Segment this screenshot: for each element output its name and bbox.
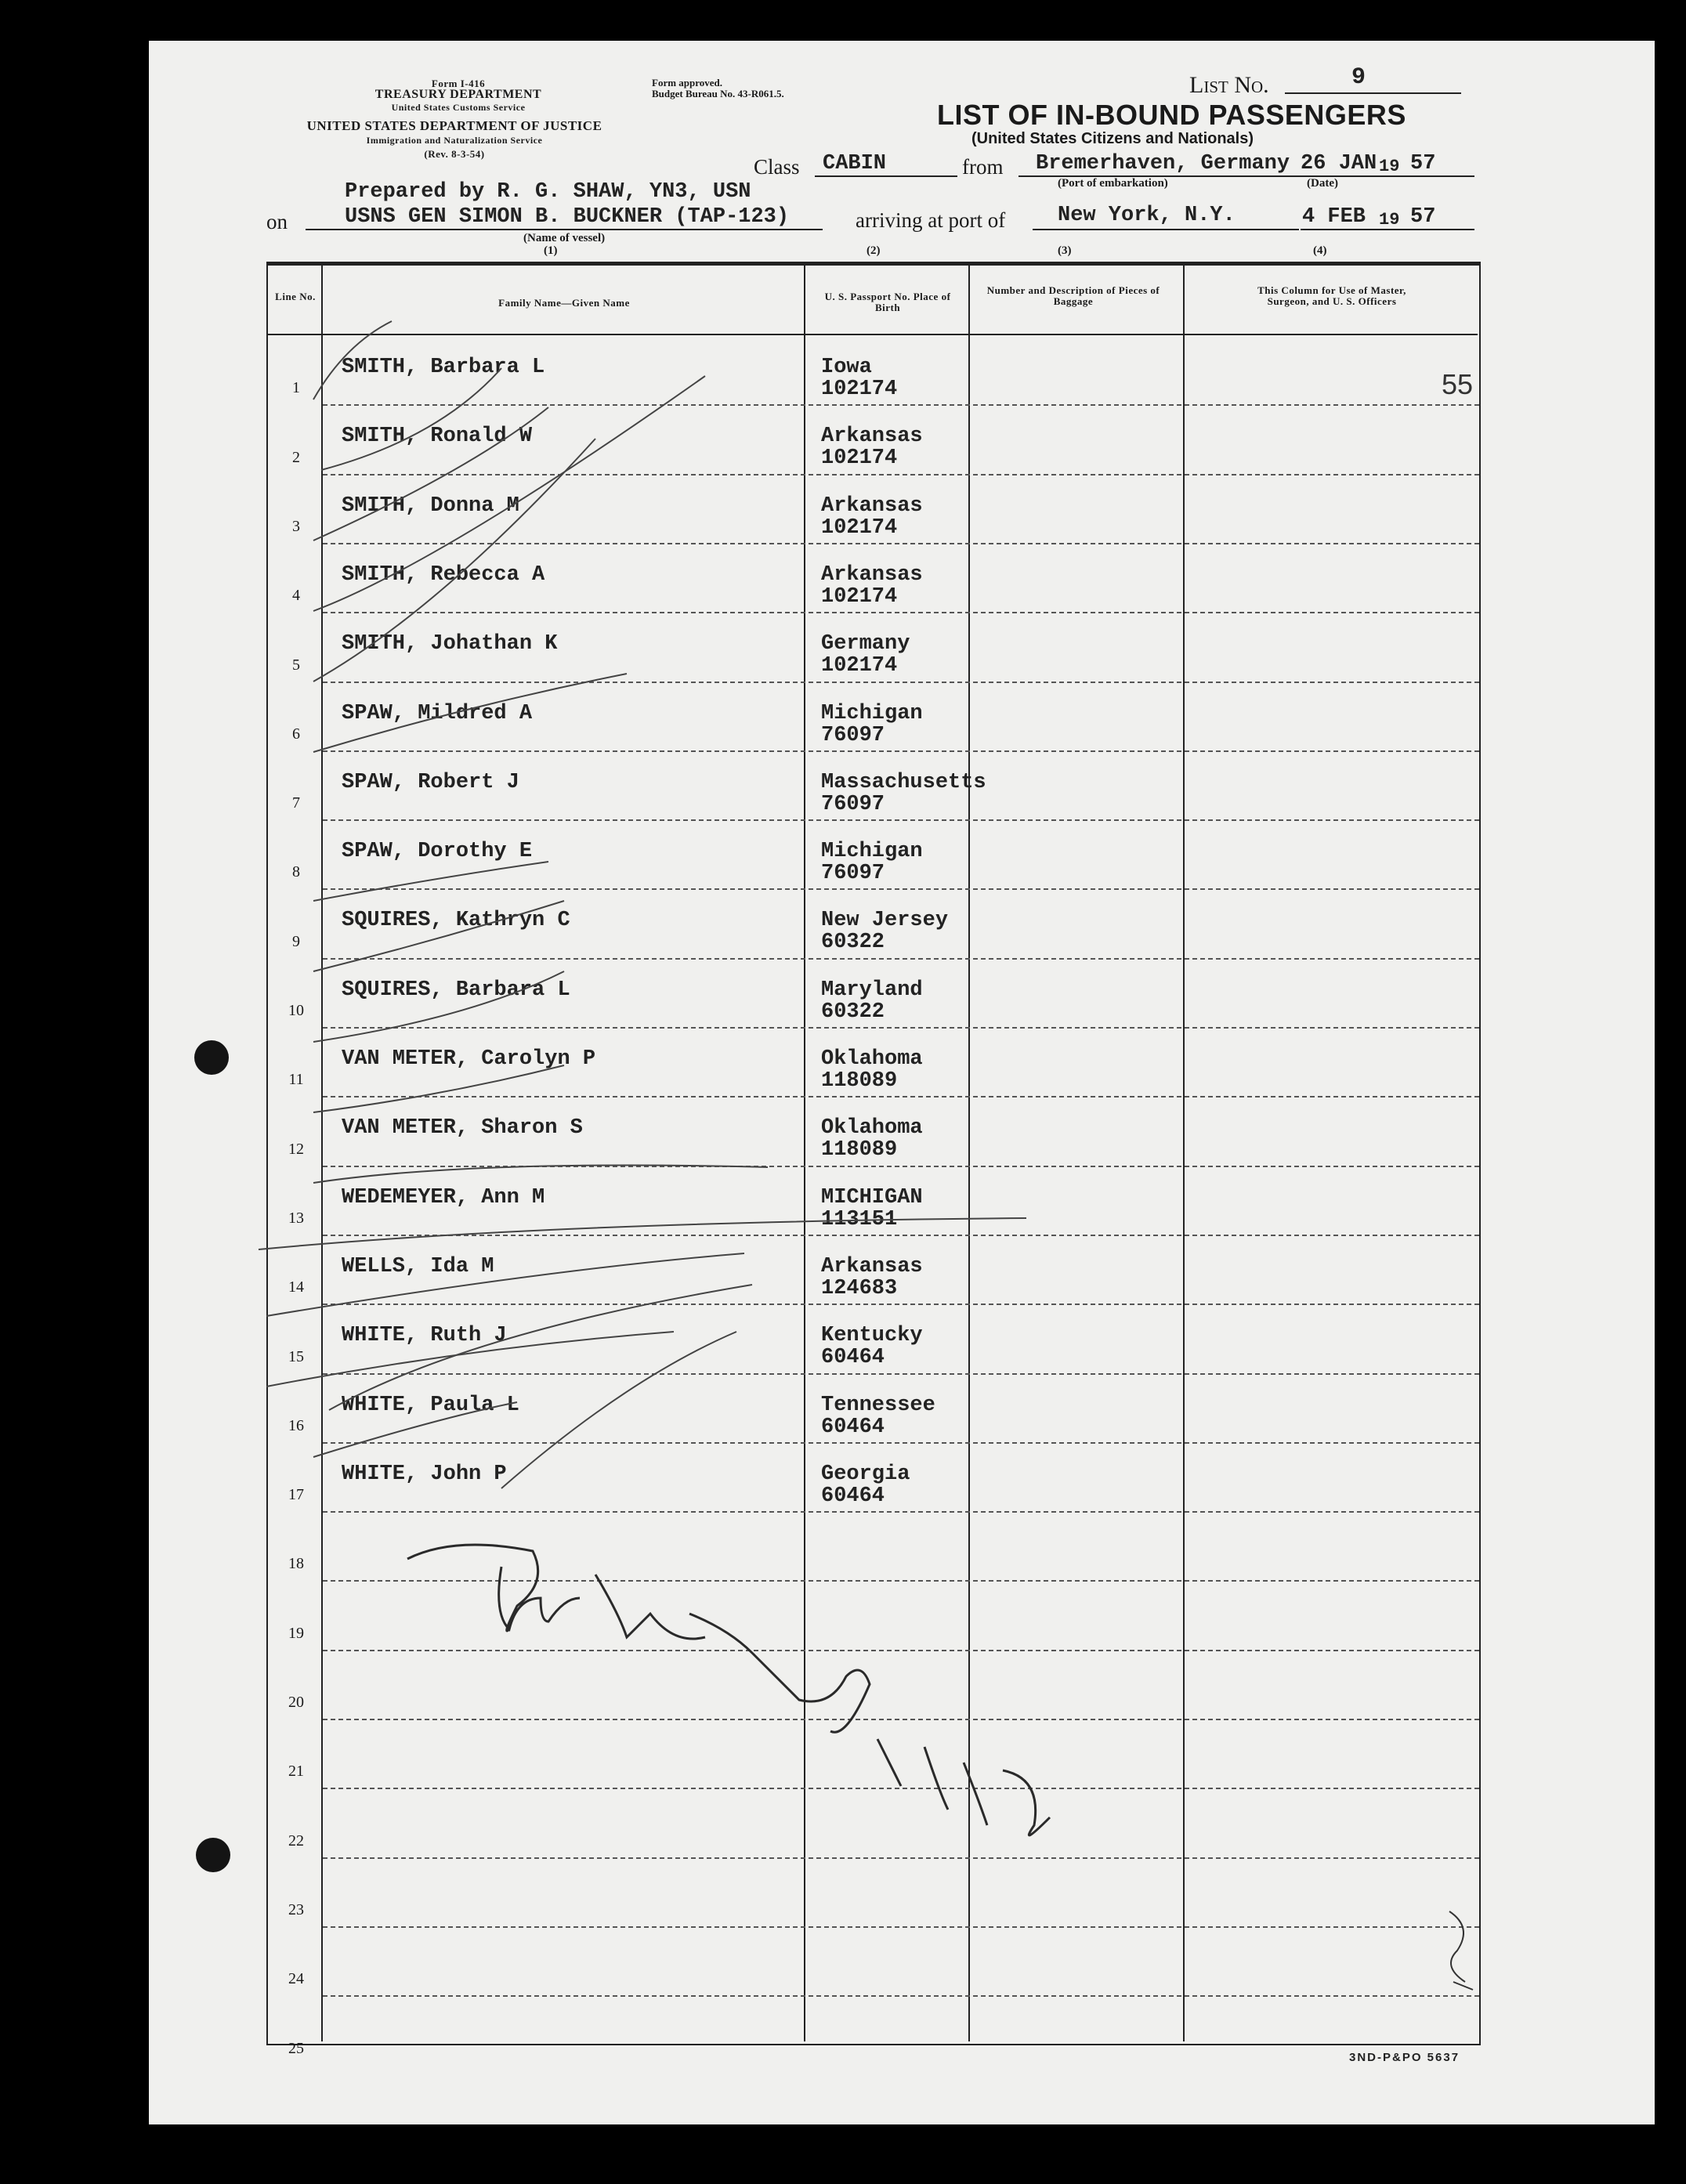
passport-number: 102174 — [821, 654, 898, 678]
form-title: LIST OF IN-BOUND PASSENGERS — [937, 99, 1406, 131]
passport-number: 102174 — [821, 515, 898, 540]
row-line-number: 8 — [292, 863, 300, 881]
birth-place: Tennessee — [821, 1393, 935, 1417]
form-number: Form I-416 — [431, 78, 486, 89]
embarkation-year: 57 — [1410, 152, 1436, 175]
passenger-name: WHITE, Paula L — [342, 1393, 519, 1417]
embarkation-port: Bremerhaven, Germany — [1036, 152, 1290, 175]
passenger-name: SMITH, Barbara L — [342, 356, 545, 379]
birth-place: Georgia — [821, 1462, 910, 1486]
passenger-name: WHITE, John P — [342, 1462, 507, 1486]
row-line-number: 12 — [288, 1140, 304, 1158]
col-index-3: (3) — [1058, 244, 1072, 257]
row-line-number: 19 — [288, 1624, 304, 1642]
embarkation-date: 26 JAN — [1301, 152, 1377, 175]
customs-service: United States Customs Service — [391, 102, 526, 113]
passport-number: 102174 — [821, 584, 898, 609]
birth-place: Arkansas — [821, 562, 923, 587]
row-line-number: 14 — [288, 1278, 304, 1296]
birth-place: Oklahoma — [821, 1047, 923, 1071]
prepared-by: Prepared by R. G. SHAW, YN3, USN — [345, 180, 751, 204]
passport-number: 102174 — [821, 447, 898, 471]
vessel-caption: (Name of vessel) — [523, 232, 606, 244]
row-line-number: 11 — [288, 1071, 304, 1089]
vessel-name: USNS GEN SIMON B. BUCKNER (TAP-123) — [345, 205, 790, 229]
header-passport: U. S. Passport No. Place of Birth — [824, 291, 951, 313]
printer-code: 3ND-P&PO 5637 — [1349, 2051, 1460, 2064]
passenger-name: SMITH, Ronald W — [342, 425, 533, 449]
passenger-name: WHITE, Ruth J — [342, 1324, 507, 1348]
passport-number: 60322 — [821, 1000, 885, 1024]
passport-number: 76097 — [821, 723, 885, 747]
birth-place: New Jersey — [821, 909, 949, 933]
row-line-number: 23 — [288, 1900, 304, 1918]
row-line-number: 13 — [288, 1209, 304, 1227]
passenger-name: SMITH, Donna M — [342, 494, 519, 518]
arrival-date: 4 FEB — [1302, 205, 1366, 229]
row-line-number: 1 — [292, 379, 300, 397]
row-line-number: 6 — [292, 725, 300, 743]
birth-place: MICHIGAN — [821, 1185, 923, 1210]
embarkation-year-prefix: 19 — [1379, 157, 1400, 176]
row-line-number: 3 — [292, 517, 300, 535]
passenger-name: WEDEMEYER, Ann M — [342, 1185, 545, 1210]
form-approved: Form approved. — [652, 77, 723, 89]
row-line-number: 20 — [288, 1694, 304, 1711]
on-label: on — [266, 210, 288, 233]
ins-service: Immigration and Naturalization Service — [366, 135, 543, 146]
row-line-number: 10 — [288, 1002, 304, 1019]
passenger-name: SQUIRES, Kathryn C — [342, 909, 570, 933]
passenger-name: SPAW, Dorothy E — [342, 840, 533, 864]
from-label: from — [962, 155, 1004, 179]
header-baggage: Number and Description of Pieces of Baggage — [986, 284, 1160, 307]
row-line-number: 22 — [288, 1831, 304, 1850]
passport-number: 76097 — [821, 862, 885, 886]
passport-number: 60464 — [821, 1415, 885, 1439]
budget-bureau: Budget Bureau No. 43-R061.5. — [652, 88, 784, 99]
list-number-label: List No. — [1189, 72, 1269, 98]
row-line-number: 16 — [288, 1416, 304, 1434]
passenger-name: WELLS, Ida M — [342, 1254, 494, 1278]
row-line-number: 4 — [292, 587, 300, 605]
birth-place: Maryland — [821, 978, 923, 1002]
row-line-number: 5 — [292, 656, 300, 674]
birth-place: Arkansas — [821, 494, 923, 518]
row-line-number: 15 — [288, 1347, 304, 1365]
row-line-number: 17 — [288, 1486, 304, 1504]
birth-place: Germany — [821, 632, 910, 656]
passport-number: 102174 — [821, 378, 898, 401]
class-label: Class — [754, 155, 800, 179]
treasury-dept: TREASURY DEPARTMENT — [374, 88, 542, 101]
row-line-number: 21 — [288, 1763, 304, 1781]
birth-place: Oklahoma — [821, 1116, 923, 1141]
inspector-signature — [407, 1545, 870, 1732]
col-index-2: (2) — [867, 244, 881, 257]
passport-number: 60464 — [821, 1484, 885, 1508]
arrival-year-prefix: 19 — [1379, 210, 1400, 230]
passport-number: 118089 — [821, 1069, 898, 1093]
passenger-name: VAN METER, Sharon S — [342, 1116, 583, 1141]
passenger-name: VAN METER, Carolyn P — [342, 1047, 596, 1071]
birth-place: Kentucky — [821, 1324, 923, 1348]
row-line-number: 2 — [292, 448, 300, 466]
birth-place: Michigan — [821, 840, 923, 864]
row-line-number: 18 — [288, 1555, 304, 1573]
birth-place: Arkansas — [821, 425, 923, 449]
date-caption: (Date) — [1307, 177, 1338, 190]
form-subtitle: (United States Citizens and Nationals) — [971, 130, 1254, 147]
passport-number: 113151 — [821, 1207, 898, 1231]
col-index-1: (1) — [544, 244, 558, 257]
birth-place: Iowa — [821, 356, 872, 379]
passenger-name: SMITH, Rebecca A — [342, 562, 545, 587]
birth-place: Michigan — [821, 701, 923, 725]
passport-number: 124683 — [821, 1276, 898, 1300]
arrival-port: New York, N.Y. — [1058, 204, 1236, 227]
port-caption: (Port of embarkation) — [1058, 177, 1168, 190]
revision-date: (Rev. 8-3-54) — [424, 148, 485, 160]
arrival-year: 57 — [1410, 205, 1436, 229]
birth-place: Arkansas — [821, 1254, 923, 1278]
row-line-number: 9 — [292, 932, 300, 950]
header-line-no: Line No. — [275, 291, 316, 302]
passenger-name: SMITH, Johathan K — [342, 632, 558, 656]
passenger-name: SPAW, Robert J — [342, 770, 519, 794]
passenger-name: SPAW, Mildred A — [342, 701, 533, 725]
passport-number: 60464 — [821, 1346, 885, 1370]
justice-dept: UNITED STATES DEPARTMENT OF JUSTICE — [306, 118, 602, 133]
passport-number: 76097 — [821, 792, 885, 816]
header-officers: This Column for Use of Master, Surgeon, and U. S. Officers — [1257, 284, 1406, 307]
class-value: CABIN — [823, 152, 887, 175]
birth-place: Massachusetts — [821, 770, 986, 794]
header-name: Family Name—Given Name — [498, 297, 630, 309]
row-line-number: 7 — [292, 794, 300, 812]
passport-number: 60322 — [821, 931, 885, 955]
passenger-name: SQUIRES, Barbara L — [342, 978, 570, 1002]
passport-number: 118089 — [821, 1138, 898, 1163]
row-line-number: 25 — [288, 2039, 304, 2057]
col-index-4: (4) — [1313, 244, 1327, 257]
officer-note: 55 — [1442, 368, 1474, 400]
row-line-number: 24 — [288, 1970, 304, 1988]
arriving-label: arriving at port of — [856, 208, 1006, 232]
list-number-value: 9 — [1351, 64, 1366, 91]
